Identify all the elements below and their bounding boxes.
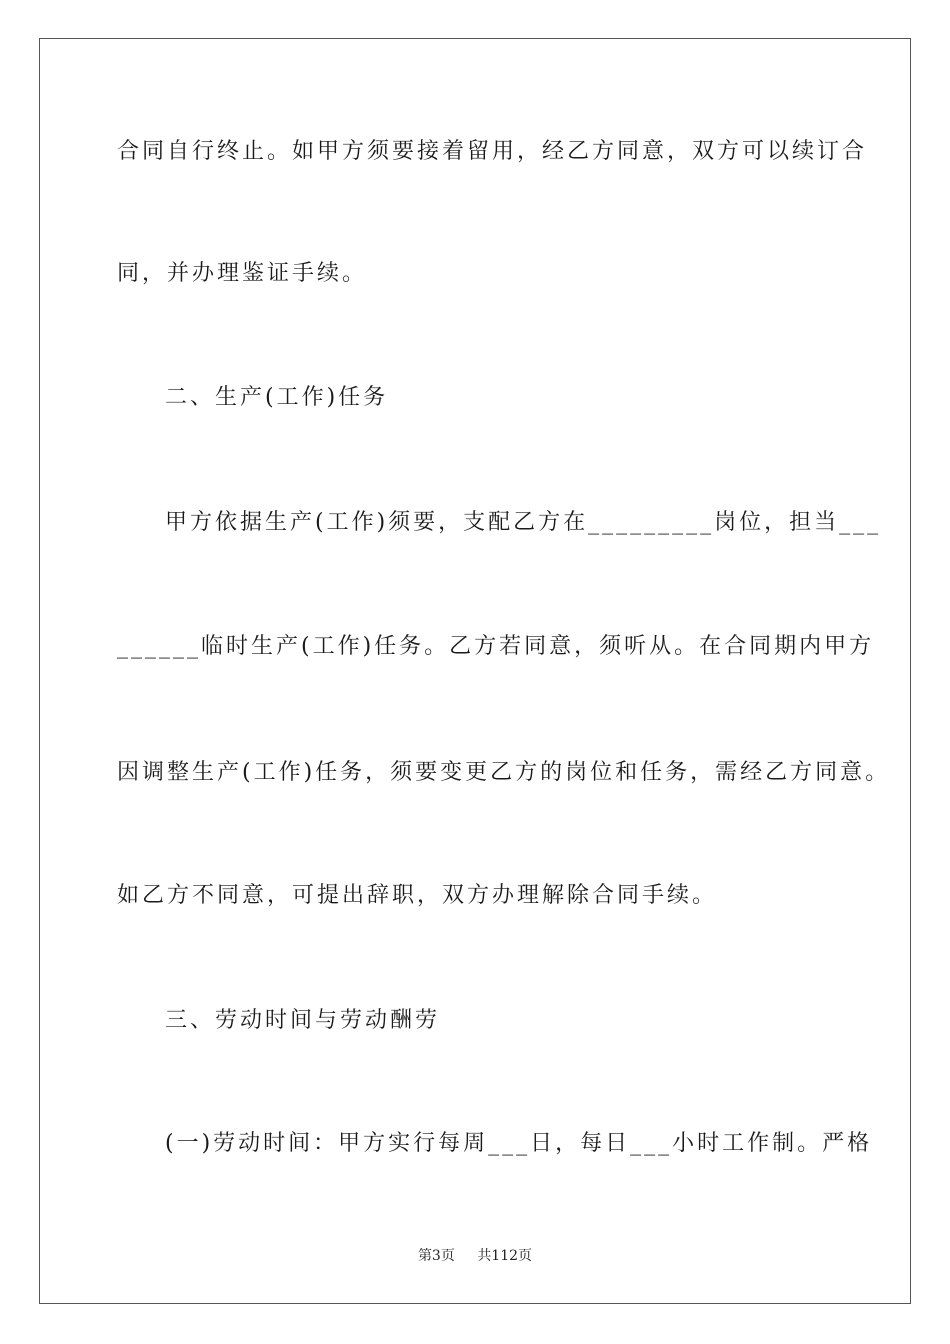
page-frame bbox=[39, 38, 911, 1304]
paragraph-line-3: 甲方依据生产(工作)须要，支配乙方在_________岗位，担当___ bbox=[165, 510, 882, 535]
paragraph-line-7: (一)劳动时间：甲方实行每周___日，每日___小时工作制。严格 bbox=[165, 1131, 873, 1156]
page-number-total: 共112页 bbox=[477, 1248, 533, 1264]
paragraph-line-5: 因调整生产(工作)任务，须要变更乙方的岗位和任务，需经乙方同意。 bbox=[117, 760, 891, 785]
page-number-current: 第3页 bbox=[417, 1248, 455, 1264]
paragraph-line-1: 合同自行终止。如甲方须要接着留用，经乙方同意，双方可以续订合 bbox=[117, 139, 868, 164]
section-heading-2: 二、生产(工作)任务 bbox=[165, 385, 389, 410]
paragraph-line-4: ______临时生产(工作)任务。乙方若同意，须听从。在合同期内甲方 bbox=[117, 634, 875, 659]
paragraph-line-2: 同，并办理鉴证手续。 bbox=[117, 261, 368, 286]
section-heading-3: 三、劳动时间与劳动酬劳 bbox=[165, 1008, 441, 1033]
paragraph-line-6: 如乙方不同意，可提出辞职，双方办理解除合同手续。 bbox=[117, 883, 718, 908]
page-footer bbox=[0, 1246, 950, 1266]
